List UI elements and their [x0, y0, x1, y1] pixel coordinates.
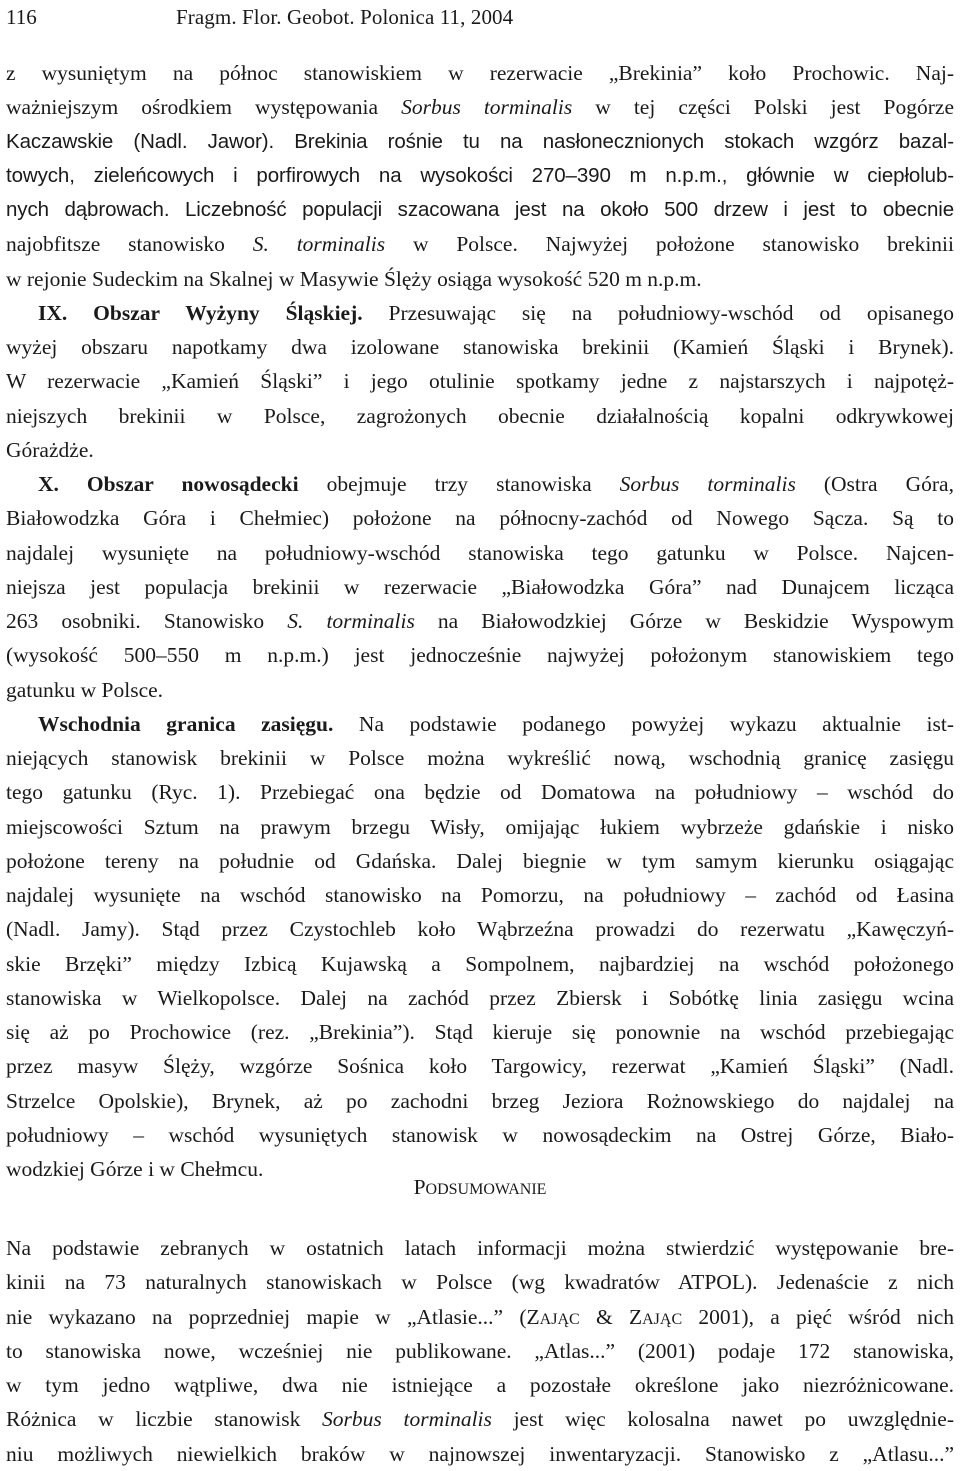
body-line: IX. Obszar Wyżyny Śląskiej. Przesuwając się na południowy-wschód od opisanego — [38, 300, 954, 325]
body-line: najdalej wysunięte na wschód stanowisko na Pomorzu, na południowy – zachód od Łasina — [6, 883, 954, 907]
summary-line: niu możliwych niewielkich braków w najnowszej inwentaryzacji. Stanowisko z „Atlasu...” — [6, 1441, 954, 1466]
author-smallcaps: AJĄC — [539, 1310, 580, 1328]
body-line: stanowiska w Wielkopolsce. Dalej na zachód przez Zbiersk i Sobótkę linia zasięgu wcina — [6, 985, 954, 1010]
journal-title: Fragm. Flor. Geobot. Polonica 11, 2004 — [176, 5, 514, 29]
page-number: 116 — [6, 5, 37, 29]
summary-line: Różnica w liczbie stanowisk Sorbus torminalis jest więc kolosalna nawet po uwzględnie- — [6, 1407, 954, 1432]
body-line: skie Brzęki” między Izbicą Kujawską a Sompolnem, najbardziej na wschód położonego — [6, 951, 954, 976]
author-smallcaps: AJĄC — [642, 1310, 683, 1328]
body-line: (wysokość 500–550 m n.p.m.) jest jednocześnie najwyżej położonym stanowiskiem tego — [6, 643, 954, 668]
body-line: najobfitsze stanowisko S. torminalis w Polsce. Najwyżej położone stanowisko brekinii — [6, 232, 954, 257]
body-line: wyżej obszaru napotkamy dwa izolowane stanowiska brekinii (Kamień Śląski i Brynek). — [6, 335, 954, 359]
body-line: Kaczawskie (Nadl. Jawor). Brekinia rośnie tu na nasłonecznionych stokach wzgórz bazal- — [6, 129, 954, 153]
body-line: południowy – wschód wysuniętych stanowisk w nowosądeckim na Ostrej Górze, Biało- — [6, 1122, 954, 1147]
body-line: Białowodzka Góra i Chełmiec) położone na północny-zachód od Nowego Sącza. Są to — [6, 506, 954, 531]
body-line: towych, zieleńcowych i porfirowych na wysokości 270–390 m n.p.m., głównie w ciepłolub- — [6, 163, 954, 187]
body-line: Wschodnia granica zasięgu. Na podstawie podanego powyżej wykazu aktualnie ist- — [38, 711, 954, 736]
body-line: niejących stanowisk brekinii w Polsce można wykreślić nową, wschodnią granicę zasięgu — [6, 746, 954, 770]
body-line: miejscowości Sztum na prawym brzegu Wisły, omijając łukiem wybrzeże gdańskie i nisko — [6, 814, 954, 839]
summary-line: w tym jedno wątpliwe, dwa nie istniejące a pozostałe określone jako niezróżnicowane. — [6, 1373, 954, 1397]
section-run-in-heading: Wschodnia granica zasięgu. — [38, 711, 334, 736]
body-line: gatunku w Polsce. — [6, 677, 164, 702]
body-line: najdalej wysunięte na południowy-wschód stanowiska tego gatunku w Polsce. Najcen- — [6, 540, 954, 565]
body-line: (Nadl. Jamy). Stąd przez Czystochleb koło Wąbrzeźna prowadzi do rezerwatu „Kawęczyń- — [6, 917, 954, 942]
taxon-name: Sorbus torminalis — [401, 95, 573, 120]
body-line: niejsza jest populacja brekinii w rezerwacie „Białowodzka Góra” nad Dunajcem licząca — [6, 574, 954, 599]
summary-line: nie wykazano na poprzedniej mapie w „Atlasie...” (ZAJĄC & ZAJĄC 2001), a pięć wśród nich — [6, 1304, 954, 1329]
body-line: Strzelce Opolskie), Brynek, aż po zachodni brzeg Jeziora Rożnowskiego do najdalej na — [6, 1088, 954, 1113]
taxon-name: S. torminalis — [252, 232, 386, 257]
section-run-in-heading: X. Obszar nowosądecki — [38, 472, 299, 496]
body-line: się aż po Prochowice (rez. „Brekinia”). Stąd kieruje się ponownie na wschód przebiegając — [6, 1020, 954, 1044]
body-line: X. Obszar nowosądecki obejmuje trzy stanowiska Sorbus torminalis (Ostra Góra, — [38, 472, 954, 496]
taxon-name: Sorbus torminalis — [322, 1407, 492, 1432]
running-head — [6, 2, 956, 32]
taxon-name: Sorbus torminalis — [619, 472, 796, 496]
body-line: tego gatunku (Ryc. 1). Przebiegać ona będzie od Domatowa na południowy – wschód do — [6, 780, 954, 805]
taxon-name: S. torminalis — [287, 609, 415, 633]
body-line: przez masyw Ślęży, wzgórze Sośnica koło Targowicy, rezerwat „Kamień Śląski” (Nadl. — [6, 1054, 954, 1079]
body-line: nych dąbrowach. Liczebność populacji szacowana jest na około 500 drzew i jest to obecnie — [6, 198, 954, 221]
section-run-in-heading: IX. Obszar Wyżyny Śląskiej. — [38, 300, 363, 325]
body-line: 263 osobniki. Stanowisko S. torminalis na Białowodzkiej Górze w Beskidzie Wyspowym — [6, 609, 955, 633]
summary-line: kinii na 73 naturalnych stanowiskach w Polsce (wg kwadratów ATPOL). Jedenaście z nich — [6, 1270, 954, 1295]
body-line: niejszych brekinii w Polsce, zagrożonych obecnie działalnością kopalni odkrywkowej — [6, 403, 954, 428]
body-line: Górażdże. — [6, 437, 94, 462]
section-heading: PODSUMOWANIE — [413, 1175, 547, 1199]
summary-line: Na podstawie zebranych w ostatnich latach informacji można stwierdzić występowanie bre- — [6, 1236, 954, 1260]
body-line: z wysuniętym na północ stanowiskiem w rezerwacie „Brekinia” koło Prochowic. Naj- — [6, 61, 954, 85]
body-line: położone tereny na południe od Gdańska. Dalej biegnie w tym samym kierunku osiągając — [6, 848, 954, 873]
summary-line: to stanowiska nowe, wcześniej nie publikowane. „Atlas...” (2001) podaje 172 stanowiska, — [6, 1338, 954, 1363]
body-line: W rezerwacie „Kamień Śląski” i jego otulinie spotkamy jedne z najstarszych i najpotęż- — [6, 369, 954, 394]
body-line: w rejonie Sudeckim na Skalnej w Masywie Ślęży osiąga wysokość 520 m n.p.m. — [6, 266, 702, 291]
body-line: ważniejszym ośrodkiem występowania Sorbus torminalis w tej części Polski jest Pogórze — [6, 95, 955, 120]
body-line: wodzkiej Górze i w Chełmcu. — [6, 1157, 264, 1181]
